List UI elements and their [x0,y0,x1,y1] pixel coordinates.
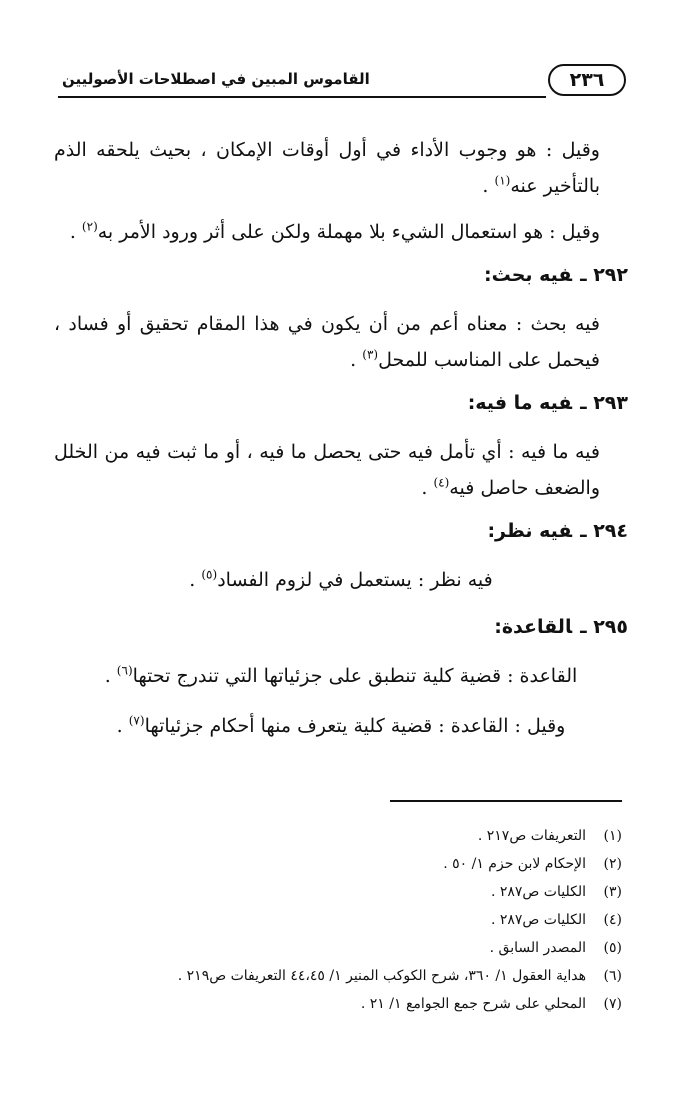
page-number: ٢٣٦ [548,64,626,96]
footnote-text: هداية العقول ١/ ٣٦٠، شرح الكوكب المنير ١/ ٤٤،٤٥ التعريفات ص٢١٩ . [177,968,586,984]
footnote-number: (١) [603,828,622,844]
footnote-ref-5[interactable]: (٥) [201,567,218,582]
footnotes [60,822,622,1018]
entry-number: ٢٩٣ ـ [580,392,628,414]
page-content [54,132,628,758]
header-rule [58,96,546,98]
footnote-text: الإحكام لابن حزم ١/ ٥٠ . [443,856,586,872]
entry-heading-292 [54,260,628,290]
entry-title: القاعدة: [494,616,573,638]
footnote-text: المحلي على شرح جمع الجوامع ١/ ٢١ . [360,996,586,1012]
footnote-text: المصدر السابق . [489,940,586,956]
footnote-item [60,850,622,878]
page-header [58,62,626,102]
footnote-text: الكليات ص٢٨٧ . [490,884,586,900]
footnote-ref-3[interactable]: (٣) [362,347,379,362]
entry-heading-293 [54,388,628,418]
footnote-text: الكليات ص٢٨٧ . [490,912,586,928]
entry-number: ٢٩٥ ـ [580,616,628,638]
running-title: القاموس المبين في اصطلاحات الأصوليين [62,70,370,88]
footnote-number: (٣) [603,884,622,900]
entry-heading-294 [54,516,628,546]
footnote-ref-2[interactable]: (٢) [81,219,98,234]
paragraph-4: فيه ما فيه : أي تأمل فيه حتى يحصل ما فيه ، أو ما ثبت فيه من الخلل والضعف حاصل فيه$^{(٤)}$ . [54,441,600,499]
footnote-number: (٥) [603,940,622,956]
paragraph-2: وقيل : هو استعمال الشيء بلا مهملة ولكن على أثر ورود الأمر به$^{(٢)}$ . [69,219,600,243]
paragraph-5: فيه نظر : يستعمل في لزوم الفساد$^{(٥)}$ . [189,567,493,591]
paragraph-3: فيه بحث : معناه أعم من أن يكون في هذا المقام تحقيق أو فساد ، فيحمل على المناسب للمحل$^{(٣)}$ . [54,313,600,371]
entry-title: فيه بحث: [483,264,573,286]
footnote-item [60,878,622,906]
footnote-item [60,906,622,934]
footnote-ref-6[interactable]: (٦) [116,663,133,678]
footnote-ref-4[interactable]: (٤) [433,475,450,490]
footnote-number: (٧) [603,996,622,1012]
footnote-number: (٤) [603,912,622,928]
footnote-text: التعريفات ص٢١٧ . [477,828,586,844]
entry-title: فيه نظر: [487,520,573,542]
footnote-number: (٢) [603,856,622,872]
footnote-item [60,990,622,1018]
entry-number: ٢٩٤ ـ [580,520,628,542]
footnote-separator [390,800,622,802]
footnote-ref-7[interactable]: (٧) [128,713,145,728]
entry-heading-295 [54,612,628,642]
footnote-item [60,822,622,850]
entry-number: ٢٩٢ ـ [580,264,628,286]
footnote-number: (٦) [603,968,622,984]
paragraph-1: وقيل : هو وجوب الأداء في أول أوقات الإمكان ، بحيث يلحقه الذم بالتأخير عنه$^{(١)}$ . [54,139,600,197]
footnote-item [60,934,622,962]
footnote-item [60,962,622,990]
paragraph-6: القاعدة : قضية كلية تنطبق على جزئياتها التي تندرج تحتها$^{(٦)}$ . [104,663,578,687]
entry-title: فيه ما فيه: [467,392,573,414]
paragraph-7: وقيل : القاعدة : قضية كلية يتعرف منها أحكام جزئياتها$^{(٧)}$ . [116,713,566,737]
footnote-ref-1[interactable]: (١) [494,173,511,188]
